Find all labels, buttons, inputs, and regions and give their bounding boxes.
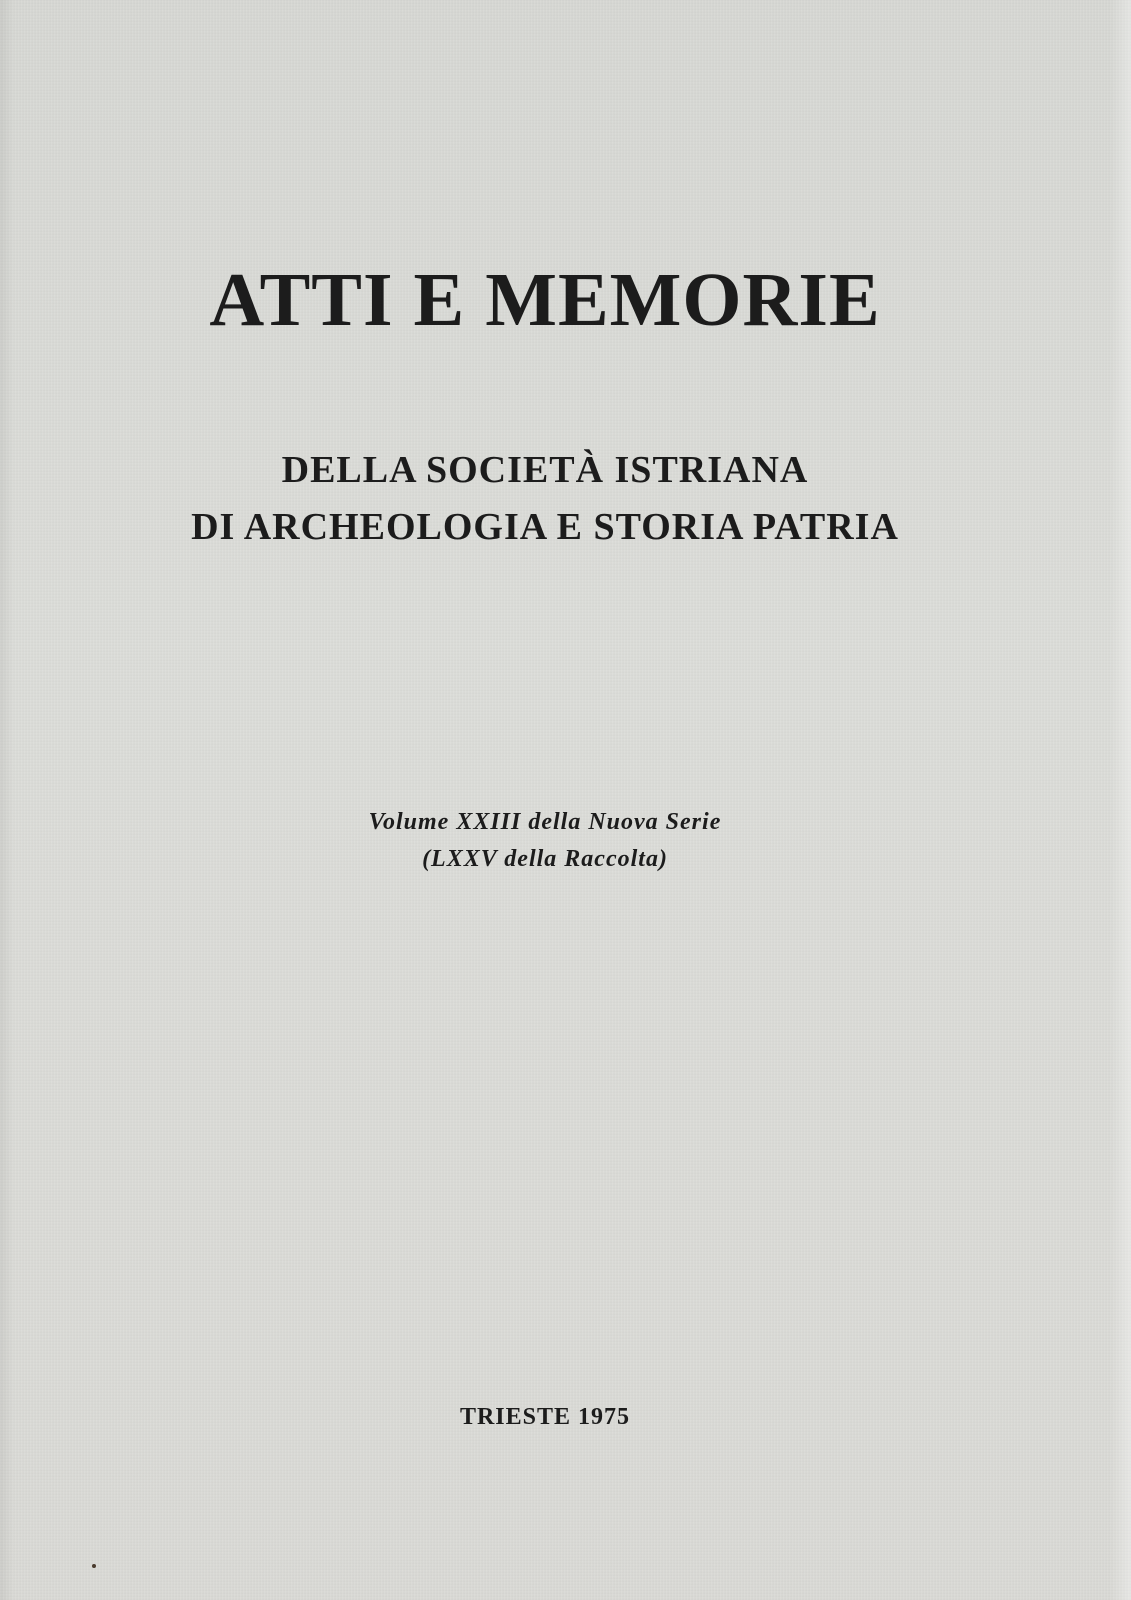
imprint-place-year: TRIESTE 1975 [459,1404,631,1430]
paper-speck [92,1564,96,1568]
cover-title: ATTI E MEMORIE [209,258,881,342]
volume-line-1: Volume XXIII della Nuova Serie [368,809,722,835]
cover-subtitle-line-2: DI ARCHEOLOGIA E STORIA PATRIA [191,506,899,548]
cover-shadow-edge [0,0,14,1600]
cover-subtitle-line-1: DELLA SOCIETÀ ISTRIANA [281,449,809,491]
cover-light-edge [1111,0,1131,1600]
volume-line-2: (LXXV della Raccolta) [422,846,668,872]
